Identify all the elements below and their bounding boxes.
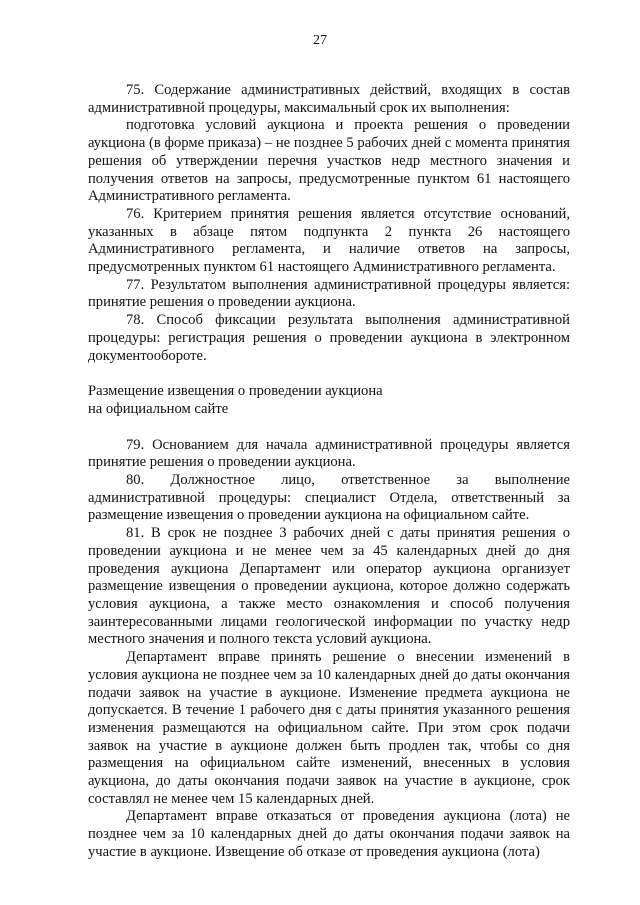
paragraph-78: 78. Способ фиксации результата выполнения административной процедуры: регистрация решения о проведении аукциона в электронном документообороте. — [88, 312, 570, 364]
document-body — [88, 82, 570, 862]
paragraph-refusal: Департамент вправе отказаться от проведения аукциона (лота) не позднее чем за 10 календарных дней до даты окончания подачи заявок на участие в аукционе. Извещение об отказе от проведения аукциона (лота) — [88, 808, 570, 860]
paragraph-77: 77. Результатом выполнения административной процедуры является: принятие решения о проведении аукциона. — [88, 276, 570, 311]
section-heading-line-1: Размещение извещения о проведении аукциона — [88, 383, 383, 400]
paragraph-75-detail: подготовка условий аукциона и проекта решения о проведении аукциона (в форме приказа) – не позднее 5 рабочих дней с момента принятия решения об утверждении перечня участков недр местного значения и получения ответов на запросы, предусмотренные пунктом 61 настоящего Административного регламента. — [88, 117, 570, 205]
paragraph-80: 80. Должностное лицо, ответственное за выполнение административной процедуры: специалист Отдела, ответственный за размещение извещения о проведении аукциона на официальном сайте. — [88, 472, 570, 524]
section-heading-line-2: на официальном сайте — [88, 400, 229, 417]
paragraph-79: 79. Основанием для начала административной процедуры является принятие решения о проведении аукциона. — [88, 436, 570, 471]
page-number: 27 — [313, 33, 327, 48]
paragraph-75: 75. Содержание административных действий, входящих в состав административной процедуры, максимальный срок их выполнения: — [88, 82, 570, 116]
paragraph-81: 81. В срок не позднее 3 рабочих дней с даты принятия решения о проведении аукциона и не менее чем за 45 календарных дней до дня проведения аукциона Департамент или оператор аукциона организует размещение извещения о проведении аукциона, которое должно содержать условия аукциона, а также место ознакомления и способ получения заинтересованными лицами геологической информации по участку недр местного значения и полного текста условий аукциона. — [88, 525, 570, 648]
paragraph-76: 76. Критерием принятия решения является отсутствие оснований, указанных в абзаце пятом подпункта 2 пункта 26 настоящего Административного регламента, и наличие ответов на запросы, предусмотренных пунктом 61 настоящего Административного регламента. — [88, 205, 570, 276]
section-heading — [88, 383, 570, 418]
paragraph-changes: Департамент вправе принять решение о внесении изменений в условия аукциона не позднее чем за 10 календарных дней до даты окончания подачи заявок на участие в аукционе. Изменение предмета аукциона не допускается. В течение 1 рабочего дня с даты принятия указанного решения изменения размещаются на официальном сайте. При этом срок подачи заявок на участие в аукционе должен быть продлен так, чтобы со дня размещения на официальном сайте изменений, внесенных в условия аукциона, до даты окончания подачи заявок на участие в аукционе, срок составлял не менее чем 15 календарных дней. — [88, 649, 570, 807]
